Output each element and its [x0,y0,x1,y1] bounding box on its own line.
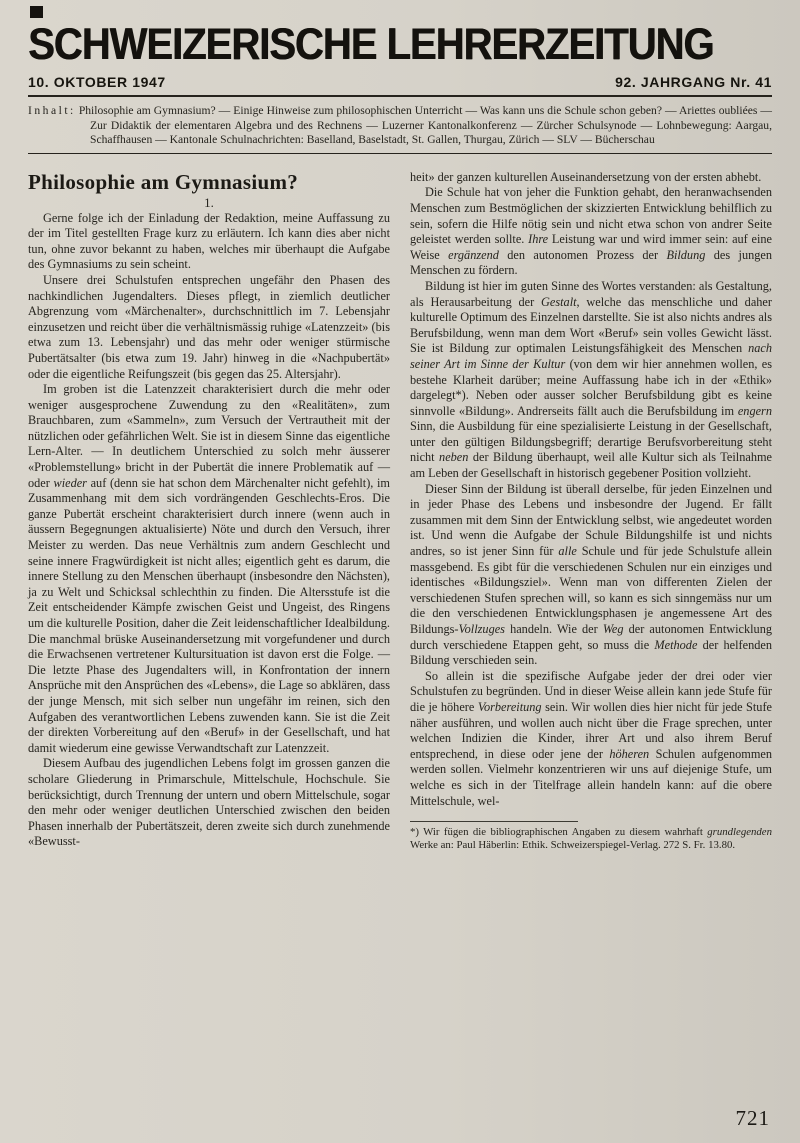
paragraph: Bildung ist hier im guten Sinne des Wortes verstanden: als Gestaltung, als Herausarbeitung der Gestalt, welche das menschliche und daher kulturelle Optimum des Einzelnen darstellte. Sie ist also nichts andres als Berufsbildung, wenn man dem Wort «Beruf» sein volles Gewicht lässt. Sie ist Bildung zur optimalen Leistungsfähigkeit des Menschen nach seiner Art im Sinne der Kultur (von dem wir hier annehmen wollen, es bestehe Klarheit darüber; meine Auffassung habe ich in der «Ethik» dargelegt*). Neben oder ausser solcher Berufsbildung gibt es keine sinnvolle «Bildung». Andrerseits fällt auch die Berufsbildung im engern Sinn, die Ausbildung für eine spezialisierte Leistung in der Gesellschaft, unter den gültigen Bildungsbegriff; derartige Berufsvorbereitung steht nicht neben der Bildung überhaupt, weil alle Kultur sich als Teilnahme am Leben der Gesellschaft in historisch gegebener Position vollzieht. [410,278,773,481]
paragraph: Gerne folge ich der Einladung der Redaktion, meine Auffassung zu der im Titel gestellten Frage kurz zu erläutern. Ich kann dies aber nicht tun, ohne zuvor bekannt zu haben, welches mir überhaupt die Aufgabe des Gymnasiums zu sein scheint. [28,210,390,272]
corner-mark [30,6,43,18]
toc-label: Inhalt: [28,104,76,117]
paragraph: So allein ist die spezifische Aufgabe jeder der drei oder vier Schulstufen zu begründen. Und in dieser Weise allein kann jede Stufe für die je höhere Vorbereitung sein. Wir wollen dies hier nicht für jede Stufe näher ausführen, und wollen auch nicht über die Frage sprechen, unter welchen Indizien die Kinder, ihrer Art und also ihrem Beruf entsprechend, in diese oder jene der höheren Schulen aufgenommen werden sollen. Vielmehr konzentrieren wir uns auf diejenige Stufe, um welche es sich in der Titelfrage allein handeln kann: auf die obere Mittelschule, wel- [410,668,772,808]
footnote: *) Wir fügen die bibliographischen Angaben zu diesem wahrhaft grundlegenden Werke an: Paul Häberlin: Ethik. Schweizerspiegel-Verlag. 272 S. Fr. 13.80. [410,826,772,852]
paragraph: Unsere drei Schulstufen entsprechen ungefähr den Phasen des nachkindlichen Jugendalters. Dieses pflegt, in ziemlich deutlicher Abgrenzung vom «Märchenalter», durchschnittlich im 7. Lebensjahr einzusetzen und reicht über die verhältnismässig ruhige «Latenzzeit» (bis etwa zum 13. Lebensjahr) und das mehr oder weniger stürmische Pubertätsalter (bis etwa zum 19. Jahr) hinweg in die «Nachpubertät» oder die eigentliche Reifungszeit (bis gegen das 25. Altersjahr). [28,272,390,381]
paragraph: Dieser Sinn der Bildung ist überall derselbe, für jeden Einzelnen und in jeder Phase des Lebens und insbesondre der Jugend. Er fällt zusammen mit dem Sinn der Entwicklung selbst, wie angedeutet worden ist. Und wenn die Aufgabe der Schule Bildungshilfe ist und nichts andres, so ist jener Sinn für alle Schule und für jede Schulstufe allein massgebend. Es gibt für die verschiedenen Schulen nur ein einziges und identisches «Bildungsziel». Wenn man von differenten Zielen der verschiedenen Stufen sprechen will, so kann es sich sinngemäss nur um die den verschiedenen Entwicklungsphasen je angemessene Art des Bildungs-Vollzuges handeln. Wie der Weg der autonomen Entwicklung durch verschiedene Etappen geht, so muss die Methode der helfenden Bildung verschieden sein. [410,481,772,668]
issue-volume: 92. JAHRGANG Nr. 41 [615,74,772,90]
masthead-rule [28,95,772,97]
issue-date: 10. OKTOBER 1947 [28,74,166,90]
masthead-title: SCHWEIZERISCHE LEHRERZEITUNG [28,19,714,70]
paragraph: Die Schule hat von jeher die Funktion gehabt, den heranwachsenden Menschen zum Bestmöglichen der skizzierten Entwicklung behilflich zu sein, sofern die Hilfe nötig sein und nicht etwa schon von andrer Seite geleistet werden sollte. Ihre Leistung war und wird immer sein: auf eine Weise ergänzend den autonomen Prozess der Bildung des jungen Menschen zu fördern. [410,185,772,278]
paragraph: Diesem Aufbau des jugendlichen Lebens folgt im grossen ganzen die scholare Gliederung in Primarschule, Mittelschule, Hochschule. Sie berücksichtigt, durch Trennung der untern und obern Mittelschule, sogar den mehr oder weniger deutlichen Unterschied zwischen den beiden Phasen innerhalb der Pubertätszeit, deren zweite sich durch zunehmende «Bewusst- [28,756,390,849]
right-column [410,170,772,853]
toc-text: Philosophie am Gymnasium? — Einige Hinweise zum philosophischen Unterricht — Was kann uns die Schule schon geben? — Ariettes oubliées — Zur Didaktik der elementaren Algebra und des Rechnens — Luzerner Kantonalkonferenz — Zürcher Schulsynode — Lohnbewegung: Aargau, Schaffhausen — Kantonale Schulnachrichten: Baselland, Baselstadt, St. Gallen, Thurgau, Zürich — SLV — Bücherschau [78,104,772,147]
footnote-rule [410,821,578,822]
left-column [28,170,390,853]
paragraph: Im groben ist die Latenzzeit charakterisiert durch die mehr oder weniger ausgesprochene Zuwendung zu den «Realitäten», zum Brauchbaren, zum «Sammeln», zum Versuch der Vertrautheit mit der nützlichen oder gefährlichen Welt. Sie ist in diesem Sinne das eigentliche Lern-Alter. — In deutlichem Unterschied zu solch mehr äusserer «Problemstellung» bricht in der Pubertät die innere Problematik auf — oder wieder auf (denn sie hat schon dem Märchenalter nicht gefehlt), im Zusammenhang mit dem sich vordrängenden Geschlechts-Eros. Die ganze Pubertät erscheint charakterisiert durch innere (wenn auch in äussern Begegnungen aktualisierte) Nöte und durch den Versuch, ihrer Meister zu werden. Das neue Verhältnis zum andern Geschlecht und seine innere Fragwürdigkeit ist nicht alles; eigentlich geht es darum, die innere Stellung zu den Menschen überhaupt (insbesondre den Nächsten), ja zu Welt und Schicksal schlechthin zu finden. Die Altersstufe ist die Zeit entscheidender Kämpfe zwischen Geist und Ungeist, des Ringens um die kulturelle Position, daher die Zeit leidenschaftlicher Idealbildung. Die manchmal brüske Auseinandersetzung mit vorgefundener und durch die Erwachsenen vertretener Kultursituation ist davon erst die Folge. — Die letzte Phase des Jugendalters will, in Konfrontation der innern Ansprüche mit den Ansprüchen des «Lebens», die Lage so abklären, dass der junge Mensch, mit sich selber nun ungefähr im reinen, sich den Aufgaben des verantwortlichen Lebens zuwenden kann. Sie ist die Zeit der direkten Vorbereitung auf den «Beruf» in der Gesellschaft, und hat damit wiederum eine gewisse Verwandtschaft zur Latenzzeit. [28,382,390,755]
table-of-contents [28,104,772,148]
paragraph-continuation: heit» der ganzen kulturellen Auseinandersetzung von der ersten abhebt. [410,169,762,184]
article-columns [28,170,772,853]
article-title: Philosophie am Gymnasium? [28,169,299,194]
toc-rule [28,153,772,154]
masthead-meta [28,74,772,90]
page-number: 721 [735,1106,770,1130]
section-number: 1. [204,194,214,210]
